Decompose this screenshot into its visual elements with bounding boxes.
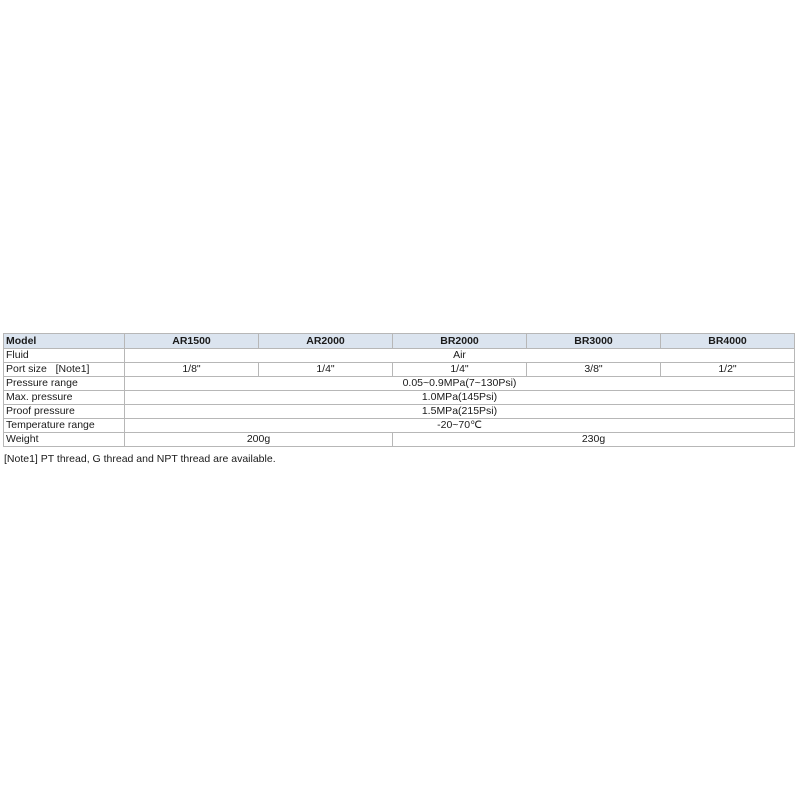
model-ar1500: AR1500	[125, 334, 259, 349]
row-label-port-size: Port size [Note1]	[4, 363, 125, 377]
row-temperature-range	[4, 419, 795, 433]
row-port-size	[4, 363, 795, 377]
weight-ar-series: 200g	[125, 433, 393, 447]
row-label-weight: Weight	[4, 433, 125, 447]
row-max-pressure	[4, 391, 795, 405]
max-pressure-value: 1.0MPa(145Psi)	[125, 391, 795, 405]
row-label-proof-pressure: Proof pressure	[4, 405, 125, 419]
pressure-range-value: 0.05~0.9MPa(7~130Psi)	[125, 377, 795, 391]
port-size-ar2000: 1/4"	[259, 363, 393, 377]
header-model-label: Model	[4, 334, 125, 349]
model-br4000: BR4000	[661, 334, 795, 349]
row-label-fluid: Fluid	[4, 349, 125, 363]
port-size-br3000: 3/8"	[527, 363, 661, 377]
row-fluid	[4, 349, 795, 363]
fluid-value: Air	[125, 349, 795, 363]
row-label-pressure-range: Pressure range	[4, 377, 125, 391]
port-size-ar1500: 1/8"	[125, 363, 259, 377]
row-weight	[4, 433, 795, 447]
port-size-br2000: 1/4"	[393, 363, 527, 377]
footnote: [Note1] PT thread, G thread and NPT thread are available.	[4, 453, 276, 465]
row-pressure-range	[4, 377, 795, 391]
row-proof-pressure	[4, 405, 795, 419]
temperature-range-value: -20~70℃	[125, 419, 795, 433]
proof-pressure-value: 1.5MPa(215Psi)	[125, 405, 795, 419]
port-size-br4000: 1/2"	[661, 363, 795, 377]
row-label-temperature-range: Temperature range	[4, 419, 125, 433]
spec-table	[3, 333, 795, 447]
weight-br-series: 230g	[393, 433, 795, 447]
model-br2000: BR2000	[393, 334, 527, 349]
header-row	[4, 334, 795, 349]
model-ar2000: AR2000	[259, 334, 393, 349]
model-br3000: BR3000	[527, 334, 661, 349]
row-label-max-pressure: Max. pressure	[4, 391, 125, 405]
